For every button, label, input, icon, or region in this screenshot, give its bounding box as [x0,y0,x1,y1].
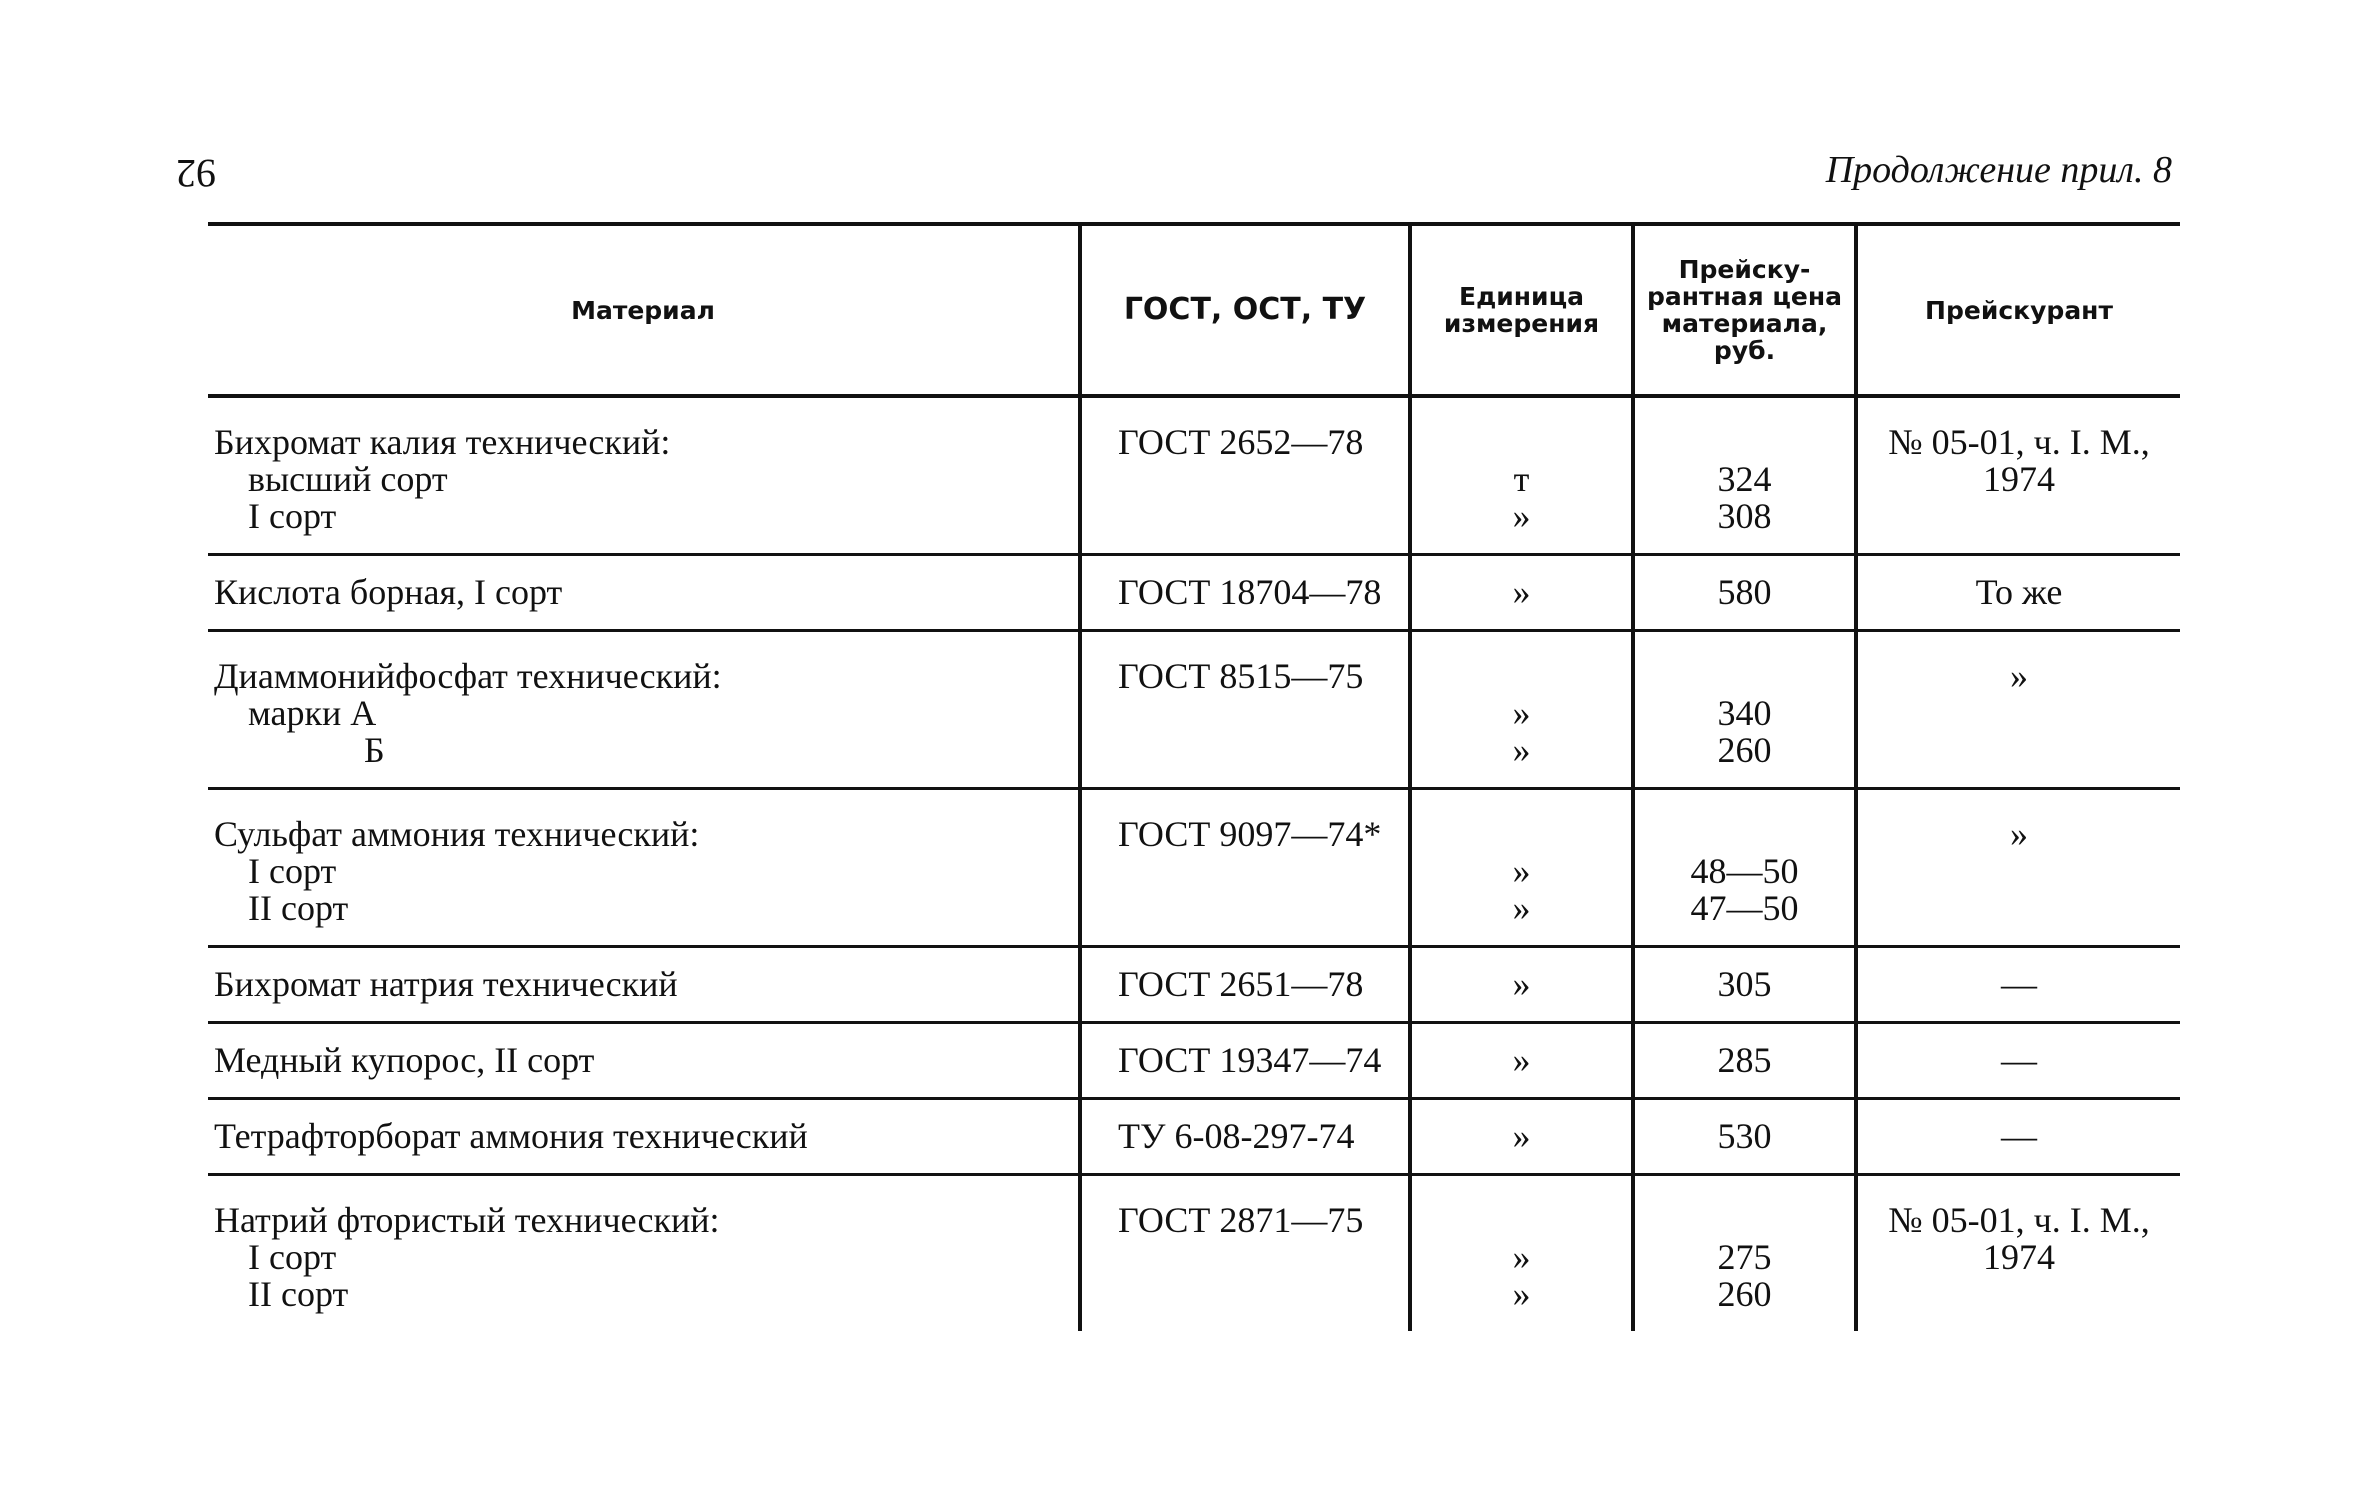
header-gost: ГОСТ, ОСТ, ТУ [1080,224,1410,396]
header-price: Прейску-рантная цена материала, руб. [1633,224,1856,396]
pricelist-cell: » [1856,789,2180,947]
page-number: 92 [176,151,216,196]
table-row [208,1099,2180,1175]
unit-cell: » [1410,947,1633,1023]
price-value: 324 [1717,459,1772,499]
price-cell: 285 [1633,1023,1856,1099]
unit-value: » [1512,693,1531,733]
pricelist-cell: То же [1856,555,2180,631]
price-cell: 580 [1633,555,1856,631]
unit-cell: » [1410,1099,1633,1175]
material-grade: марки А [248,693,377,733]
unit-cell [1410,396,1633,555]
gost-cell: ГОСТ 9097—74* [1080,789,1410,947]
material-name: Натрий фтористый технический: [214,1200,720,1240]
gost-cell: ГОСТ 2871—75 [1080,1175,1410,1332]
pricelist-cell: — [1856,1099,2180,1175]
price-cell: 305 [1633,947,1856,1023]
material-name: Бихромат калия технический: [214,422,671,462]
pricelist-cell: № 05-01, ч. I. М., 1974 [1856,1175,2180,1332]
price-cell [1633,1175,1856,1332]
price-value: 308 [1717,496,1772,536]
material-cell [208,396,1080,555]
material-grade: Б [364,730,385,770]
material-grade: II сорт [248,1274,349,1314]
gost-cell: ГОСТ 8515—75 [1080,631,1410,789]
price-value: 260 [1717,730,1772,770]
unit-cell [1410,1175,1633,1332]
material-name: Диаммонийфосфат технический: [214,656,722,696]
material-grade: II сорт [248,888,349,928]
unit-cell [1410,631,1633,789]
unit-value: т [1513,459,1530,499]
material-name: Тетрафторборат аммония технический [214,1116,808,1156]
price-value: 48—50 [1690,851,1799,891]
material-grade: высший сорт [248,459,448,499]
table-row [208,555,2180,631]
unit-value: » [1512,1237,1531,1277]
table-row [208,789,2180,947]
material-cell [208,789,1080,947]
price-cell [1633,631,1856,789]
material-grade: I сорт [248,851,337,891]
material-name: Сульфат аммония технический: [214,814,700,854]
material-name: Медный купорос, II сорт [214,1040,595,1080]
continuation-caption: Продолжение прил. 8 [1825,149,2172,191]
price-cell [1633,396,1856,555]
pricelist-cell: » [1856,631,2180,789]
material-cell [208,631,1080,789]
price-value: 340 [1717,693,1772,733]
table-row [208,1023,2180,1099]
table-row [208,1175,2180,1332]
unit-cell: » [1410,555,1633,631]
price-value: 47—50 [1690,888,1799,928]
price-cell [1633,789,1856,947]
header-pricelist: Прейскурант [1856,224,2180,396]
gost-cell: ГОСТ 19347—74 [1080,1023,1410,1099]
price-value: 275 [1717,1237,1772,1277]
pricelist-cell: — [1856,1023,2180,1099]
material-grade: I сорт [248,496,337,536]
pricelist-cell: — [1856,947,2180,1023]
price-value: 260 [1717,1274,1772,1314]
material-name: Кислота борная, I сорт [214,572,563,612]
gost-cell: ГОСТ 2651—78 [1080,947,1410,1023]
materials-table [208,222,2180,1331]
unit-value: » [1512,1274,1531,1314]
gost-cell: ГОСТ 18704—78 [1080,555,1410,631]
unit-value: » [1512,730,1531,770]
unit-value: » [1512,888,1531,928]
material-name: Бихромат натрия технический [214,964,678,1004]
unit-cell: » [1410,1023,1633,1099]
price-cell: 530 [1633,1099,1856,1175]
table-row [208,947,2180,1023]
gost-cell: ГОСТ 2652—78 [1080,396,1410,555]
material-grade: I сорт [248,1237,337,1277]
header-unit: Единица измерения [1410,224,1633,396]
table-row [208,396,2180,555]
material-cell [208,1175,1080,1332]
table-row [208,631,2180,789]
table-header-row [208,224,2180,396]
pricelist-cell: № 05-01, ч. I. М., 1974 [1856,396,2180,555]
header-material: Материал [571,295,715,325]
unit-value: » [1512,496,1531,536]
gost-cell: ТУ 6-08-297-74 [1080,1099,1410,1175]
unit-value: » [1512,851,1531,891]
unit-cell [1410,789,1633,947]
